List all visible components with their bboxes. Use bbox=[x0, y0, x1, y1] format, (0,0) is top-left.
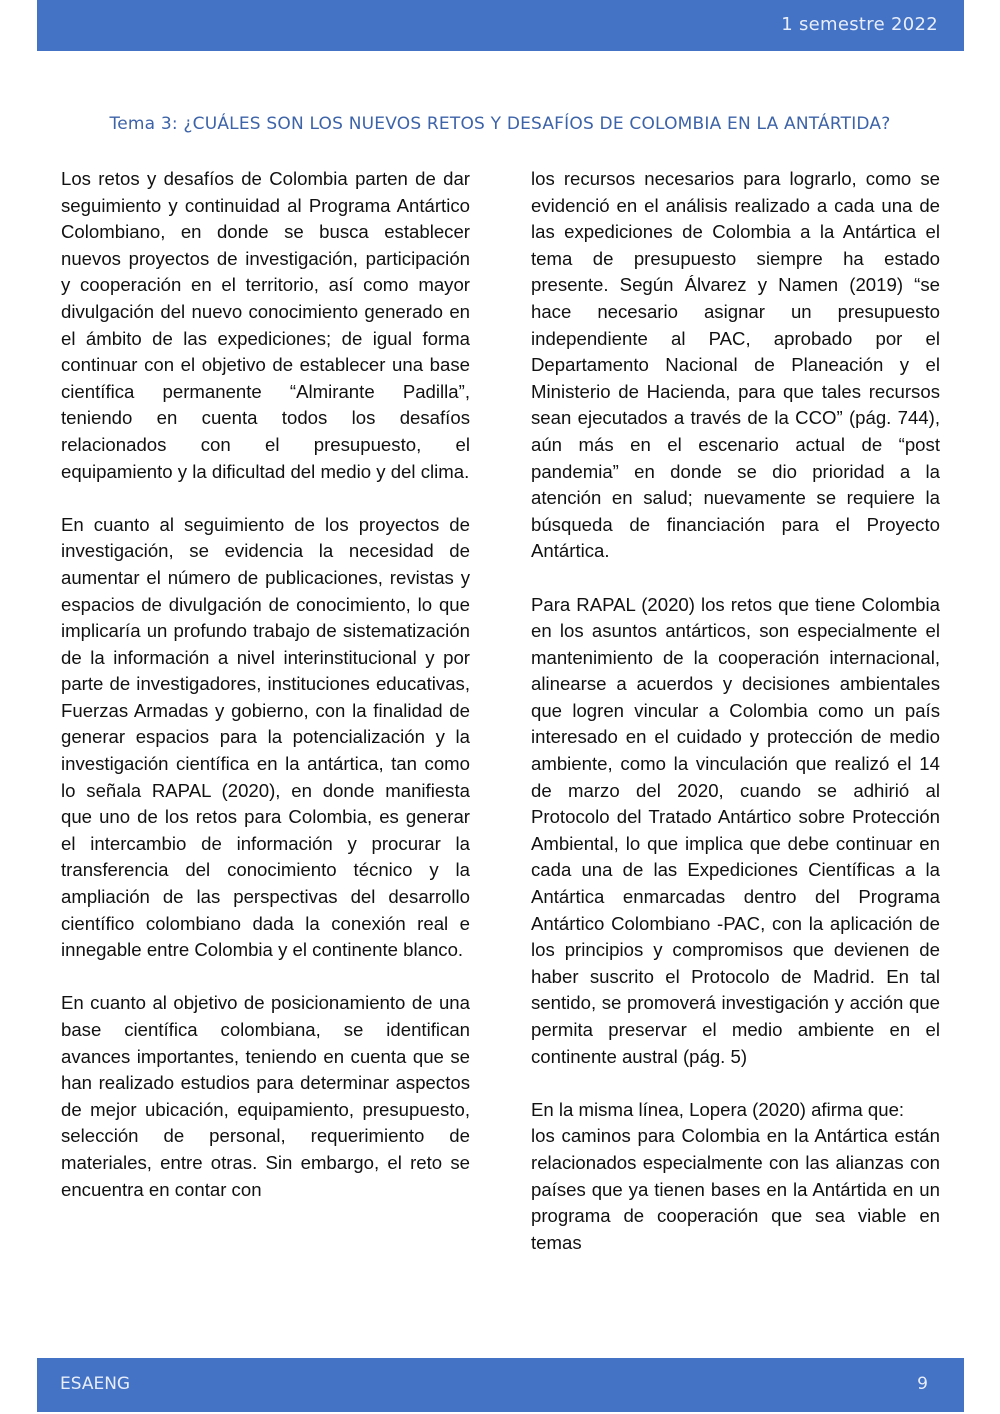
header-bar bbox=[37, 0, 964, 51]
page-number: 9 bbox=[917, 1374, 928, 1394]
left-paragraph-2: En cuanto al seguimiento de los proyectos de investigación, se evidencia la necesidad de aumentar el número de publicaciones, revistas y espacios de divulgación de conocimiento, lo que implicaría un profundo trabajo de sistematización de la información a nivel interinstitucional y por parte de investigadores, instituciones educativas, Fuerzas Armadas y gobierno, con la finalidad de generar espacios para la potencialización y la investigación científica en la antártica, tan como lo señala RAPAL (2020), en donde manifiesta que uno de los retos para Colombia, es generar el intercambio de información y procurar la transferencia del conocimiento técnico y la ampliación de las perspectivas del desarrollo científico colombiano dada la conexión real e innegable entre Colombia y el continente blanco. bbox=[61, 513, 470, 961]
right-paragraph-1: los recursos necesarios para lograrlo, como se evidenció en el análisis realizado a cada una de las expediciones de Colombia a la Antártica el tema de presupuesto siempre ha estado presente. Según Álvarez y Namen (2019) “se hace necesario asignar un presupuesto independiente al PAC, aprobado por el Departamento Nacional de Planeación y el Ministerio de Hacienda, para que tales recursos sean ejecutados a través de la CCO” (pág. 744), aún más en el escenario actual de “post pandemia” en donde se dio prioridad a la atención en salud; nuevamente se requiere la búsqueda de financiación para el Proyecto Antártica. bbox=[531, 168, 940, 562]
footer-label: ESAENG bbox=[60, 1374, 131, 1394]
header-semester: 1 semestre 2022 bbox=[781, 14, 938, 35]
right-paragraph-2: Para RAPAL (2020) los retos que tiene Colombia en los asuntos antárticos, son especialmente el mantenimiento de la cooperación internacional, alinearse a acuerdos y decisiones ambientales que logren vincular a Colombia como un país interesado en el cuidado y protección de medio ambiente, como la vinculación que realizó el 14 de marzo del 2020, cuando se adhirió al Protocolo del Tratado Antártico sobre Protección Ambiental, lo que implica que debe continuar en cada una de las Expediciones Científicas a la Antártica enmarcadas dentro del Programa Antártico Colombiano -PAC, con la aplicación de los principios y compromisos que devienen de haber suscrito el Protocolo de Madrid. En tal sentido, se promoverá investigación y acción que permita preservar el medio ambiente en el continente austral (pág. 5) bbox=[531, 593, 940, 1067]
left-paragraph-3: En cuanto al objetivo de posicionamiento de una base científica colombiana, se identifican avances importantes, teniendo en cuenta que se han realizado estudios para determinar aspectos de mejor ubicación, equipamiento, presupuesto, selección de personal, requerimiento de materiales, entre otras. Sin embargo, el reto se encuentra en contar con bbox=[61, 992, 470, 1200]
page-title: Tema 3: ¿CUÁLES SON LOS NUEVOS RETOS Y DESAFÍOS DE COLOMBIA EN LA ANTÁRTIDA? bbox=[109, 114, 891, 134]
footer-bar bbox=[37, 1358, 964, 1412]
left-paragraph-1: Los retos y desafíos de Colombia parten de dar seguimiento y continuidad al Programa Antártico Colombiano, en donde se busca establecer nuevos proyectos de investigación, participación y cooperación en el territorio, así como mayor divulgación del nuevo conocimiento generado en el ámbito de las expediciones; de igual forma continuar con el objetivo de establecer una base científica permanente “Almirante Padilla”, teniendo en cuenta todos los desafíos relacionados con el presupuesto, el equipamiento y la dificultad del medio y del clima. bbox=[61, 168, 470, 482]
right-column bbox=[531, 166, 940, 1283]
right-paragraph-3: En la misma línea, Lopera (2020) afirma que: bbox=[531, 1098, 905, 1120]
left-column bbox=[61, 166, 470, 1230]
block-quote: los caminos para Colombia en la Antártica están relacionados especialmente con las alianzas con países que ya tienen bases en la Antártida en un programa de cooperación que sea viable en temas bbox=[531, 1125, 940, 1253]
